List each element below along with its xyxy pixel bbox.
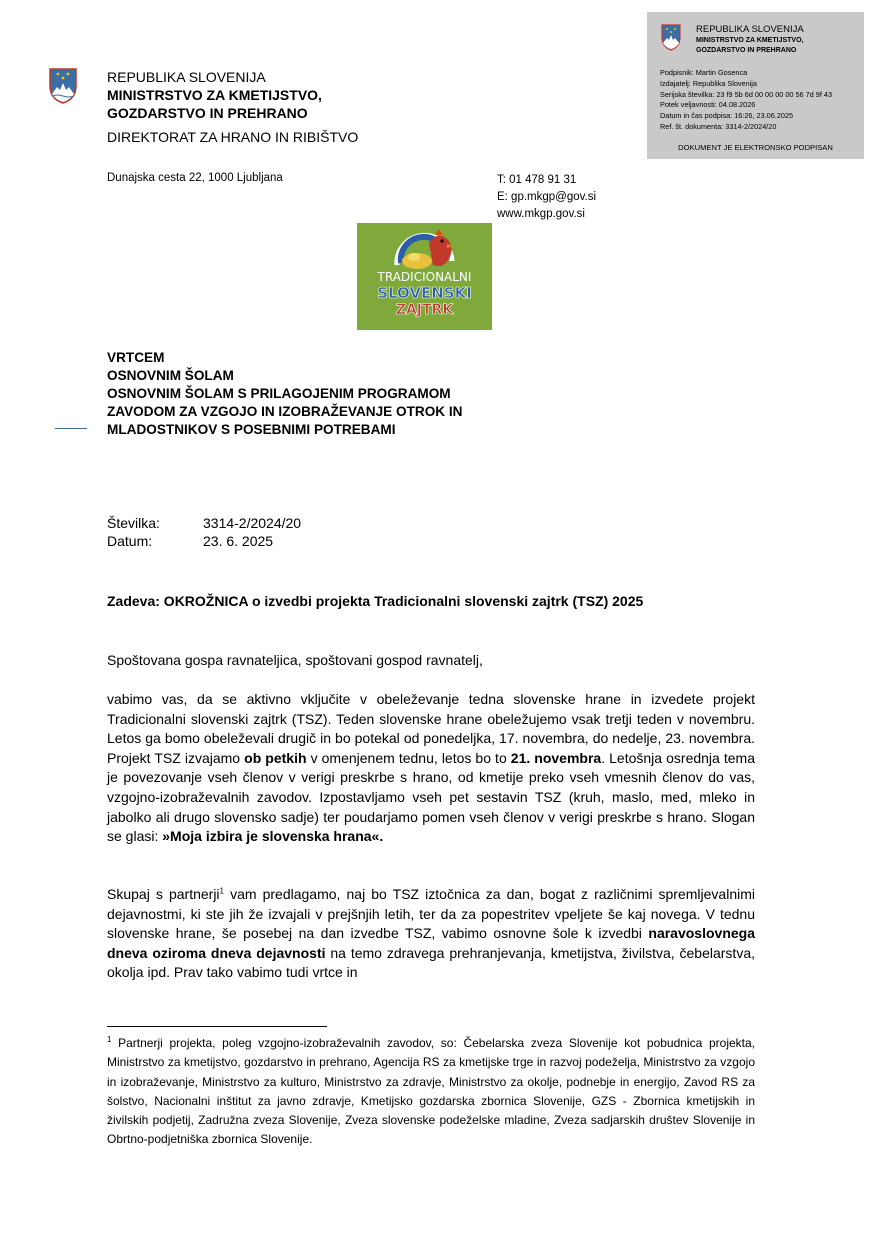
logo-line3: ZAJTRK [395, 302, 454, 318]
recipient-line: OSNOVNIM ŠOLAM [107, 368, 234, 383]
paragraph-text: v omenjenem tednu, letos bo to [306, 749, 511, 766]
recipient-line: ZAVODOM ZA VZGOJO IN IZOBRAŽEVANJE OTROK IN [107, 404, 463, 419]
stamp-title: REPUBLIKA SLOVENIJA [696, 24, 804, 35]
stamp-signer: Podpisnik: Martin Gosenca [660, 68, 748, 77]
address: Dunajska cesta 22, 1000 Ljubljana [107, 172, 283, 184]
stamp-sign-date: Datum in čas podpisa: 16:26, 23.06.2025 [660, 111, 794, 121]
subject-line: Zadeva: OKROŽNICA o izvedbi projekta Tradicionalni slovenski zajtrk (TSZ) 2025 [107, 593, 644, 609]
document-meta [107, 514, 301, 550]
footnote-ref: 1 [219, 886, 224, 896]
recipients [107, 349, 462, 439]
stamp-ministry-line2: GOZDARSTVO IN PREHRANO [696, 46, 797, 54]
number-label: Številka: [107, 515, 160, 531]
greeting: Spoštovana gospa ravnateljica, spoštovani gospod ravnatelj, [107, 652, 483, 668]
recipient-line: MLADOSTNIKOV S POSEBNIMI POTREBAMI [107, 422, 396, 437]
paragraph-text: vabimo vas, da se aktivno vključite v obeleževanje tedna slovenske hrane in izvedete projekt Tradicionalni slovenski zajtrk (TSZ). Teden slovenske hrane obeležujemo vsak tretji teden v novembru. Letos ga bomo obeleževali drugič in bo potekal od ponedeljka, 17. novembra, do nedelje, 23. novembra. Projekt TSZ izvajamo [107, 691, 755, 766]
stamp-details [660, 68, 832, 133]
recipient-line: OSNOVNIM ŠOLAM S PRILAGOJENIM PROGRAMOM [107, 386, 451, 401]
website: www.mkgp.gov.si [497, 208, 585, 220]
number-row [107, 514, 301, 532]
paragraph-2 [107, 885, 755, 983]
footnote-text: Partnerji projekta, poleg vzgojno-izobraževalnih zavodov, so: Čebelarska zveza Slovenije kot pobudnica projekta, Ministrstvo za kmetijstvo, gozdarstvo in prehrano, Agencija RS za kmetijske trge in razvoj podeželja, Ministrstvo za vzgojo in izobraževanje, Ministrstvo za kulturo, Ministrstvo za zdravje, Ministrstvo za okolje, podnebje in energijo, Zavod RS za šolstvo, Nacionalni inštitut za javno zdravje, Kmetijsko gozdarska zbornica Slovenije, GZS - Zbornica kmetijskih in živilskih podjetij, Zadružna zveza Slovenije, Zveza slovenske podeželske mladine, Zveza sadjarskih društev Slovenije in Obrtno-podjetniška zbornica Slovenije. [107, 1036, 755, 1147]
logo-line1: TRADICIONALNI [377, 270, 472, 284]
email: E: gp.mkgp@gov.si [497, 191, 597, 203]
paragraph-bold: naravoslovnega dneva oziroma dneva dejavnosti [107, 925, 755, 961]
footnote-number: 1 [107, 1035, 112, 1044]
coat-of-arms-icon [48, 67, 78, 105]
date-row [107, 532, 301, 550]
stamp-signed-label: DOKUMENT JE ELEKTRONSKO PODPISAN [678, 143, 833, 152]
footnote [107, 1034, 755, 1150]
stamp-validity: Potek veljavnosti: 04.08.2026 [660, 100, 756, 110]
footnote-separator [107, 1026, 327, 1027]
paragraph-bold: ob petkih [244, 749, 307, 766]
letterhead-ministry-line2: GOZDARSTVO IN PREHRANO [107, 105, 308, 121]
stamp-serial: Serijska številka: 23 f9 5b 6d 00 00 00 00 56 7d 9f 43 [660, 89, 833, 99]
tsz-logo [357, 223, 492, 330]
letterhead-directorate: DIREKTORAT ZA HRANO IN RIBIŠTVO [107, 129, 359, 145]
stamp-reference: Ref. št. dokumenta: 3314-2/2024/20 [660, 121, 777, 131]
number-value: 3314-2/2024/20 [203, 515, 302, 531]
tsz-logo-graphic [357, 223, 492, 330]
letterhead-ministry-line1: MINISTRSTVO ZA KMETIJSTVO, [107, 87, 322, 103]
paragraph-1 [107, 690, 755, 847]
paragraph-text: . [379, 828, 384, 845]
paragraph-bold: 21. novembra [510, 749, 602, 766]
signature-stamp [647, 12, 864, 159]
stamp-ministry-line1: MINISTRSTVO ZA KMETIJSTVO, [696, 37, 804, 44]
paragraph-text: vam predlagamo, naj bo TSZ iztočnica za dan, bogat z različnimi spremljevalnimi dejavnostmi, ki ste jih že izvajali v prejšnjih letih, ter da za popestritev vpeljete še kaj novega. V tednu slovenske hrane, še posebej na dan izvedbe TSZ, vabimo osnovne šole k izvedbi [107, 886, 755, 942]
date-value: 23. 6. 2025 [203, 533, 274, 549]
letterhead-republic: REPUBLIKA SLOVENIJA [107, 69, 266, 85]
letterhead [107, 68, 358, 146]
logo-line2: SLOVENSKI [377, 284, 472, 302]
recipient-line: VRTCEM [107, 350, 165, 365]
stamp-ministry [696, 36, 803, 55]
stamp-issuer: Izdajatelj: Republika Slovenija [660, 78, 757, 88]
paragraph-text: na temo zdravega prehranjevanja, kmetijstva, živilstva, čebelarstva, okolja ipd. Prav tako vabimo tudi vrtce in [107, 944, 755, 981]
phone: T: 01 478 91 31 [497, 174, 577, 186]
paragraph-text: . Letošnja osrednja tema je povezovanje vseh členov v verigi preskrbe s hrano, od kmetije preko vseh vmesnih členov do vas, vzgojno-izobraževalnih zavodov. Izpostavljamo vseh pet sestavin TSZ (kruh, maslo, med, mleko in jabolko ali drugo slovensko sadje) ter poudarjamo pomen vseh členov v verigi preskrbe s hrano. Slogan se glasi: [107, 749, 755, 845]
margin-mark [55, 428, 87, 429]
paragraph-text: Skupaj s partnerji [107, 886, 220, 902]
date-label: Datum: [107, 533, 153, 549]
coat-of-arms-icon [660, 23, 682, 51]
paragraph-bold: »Moja izbira je slovenska hrana« [162, 828, 380, 845]
contact-block [497, 172, 596, 223]
